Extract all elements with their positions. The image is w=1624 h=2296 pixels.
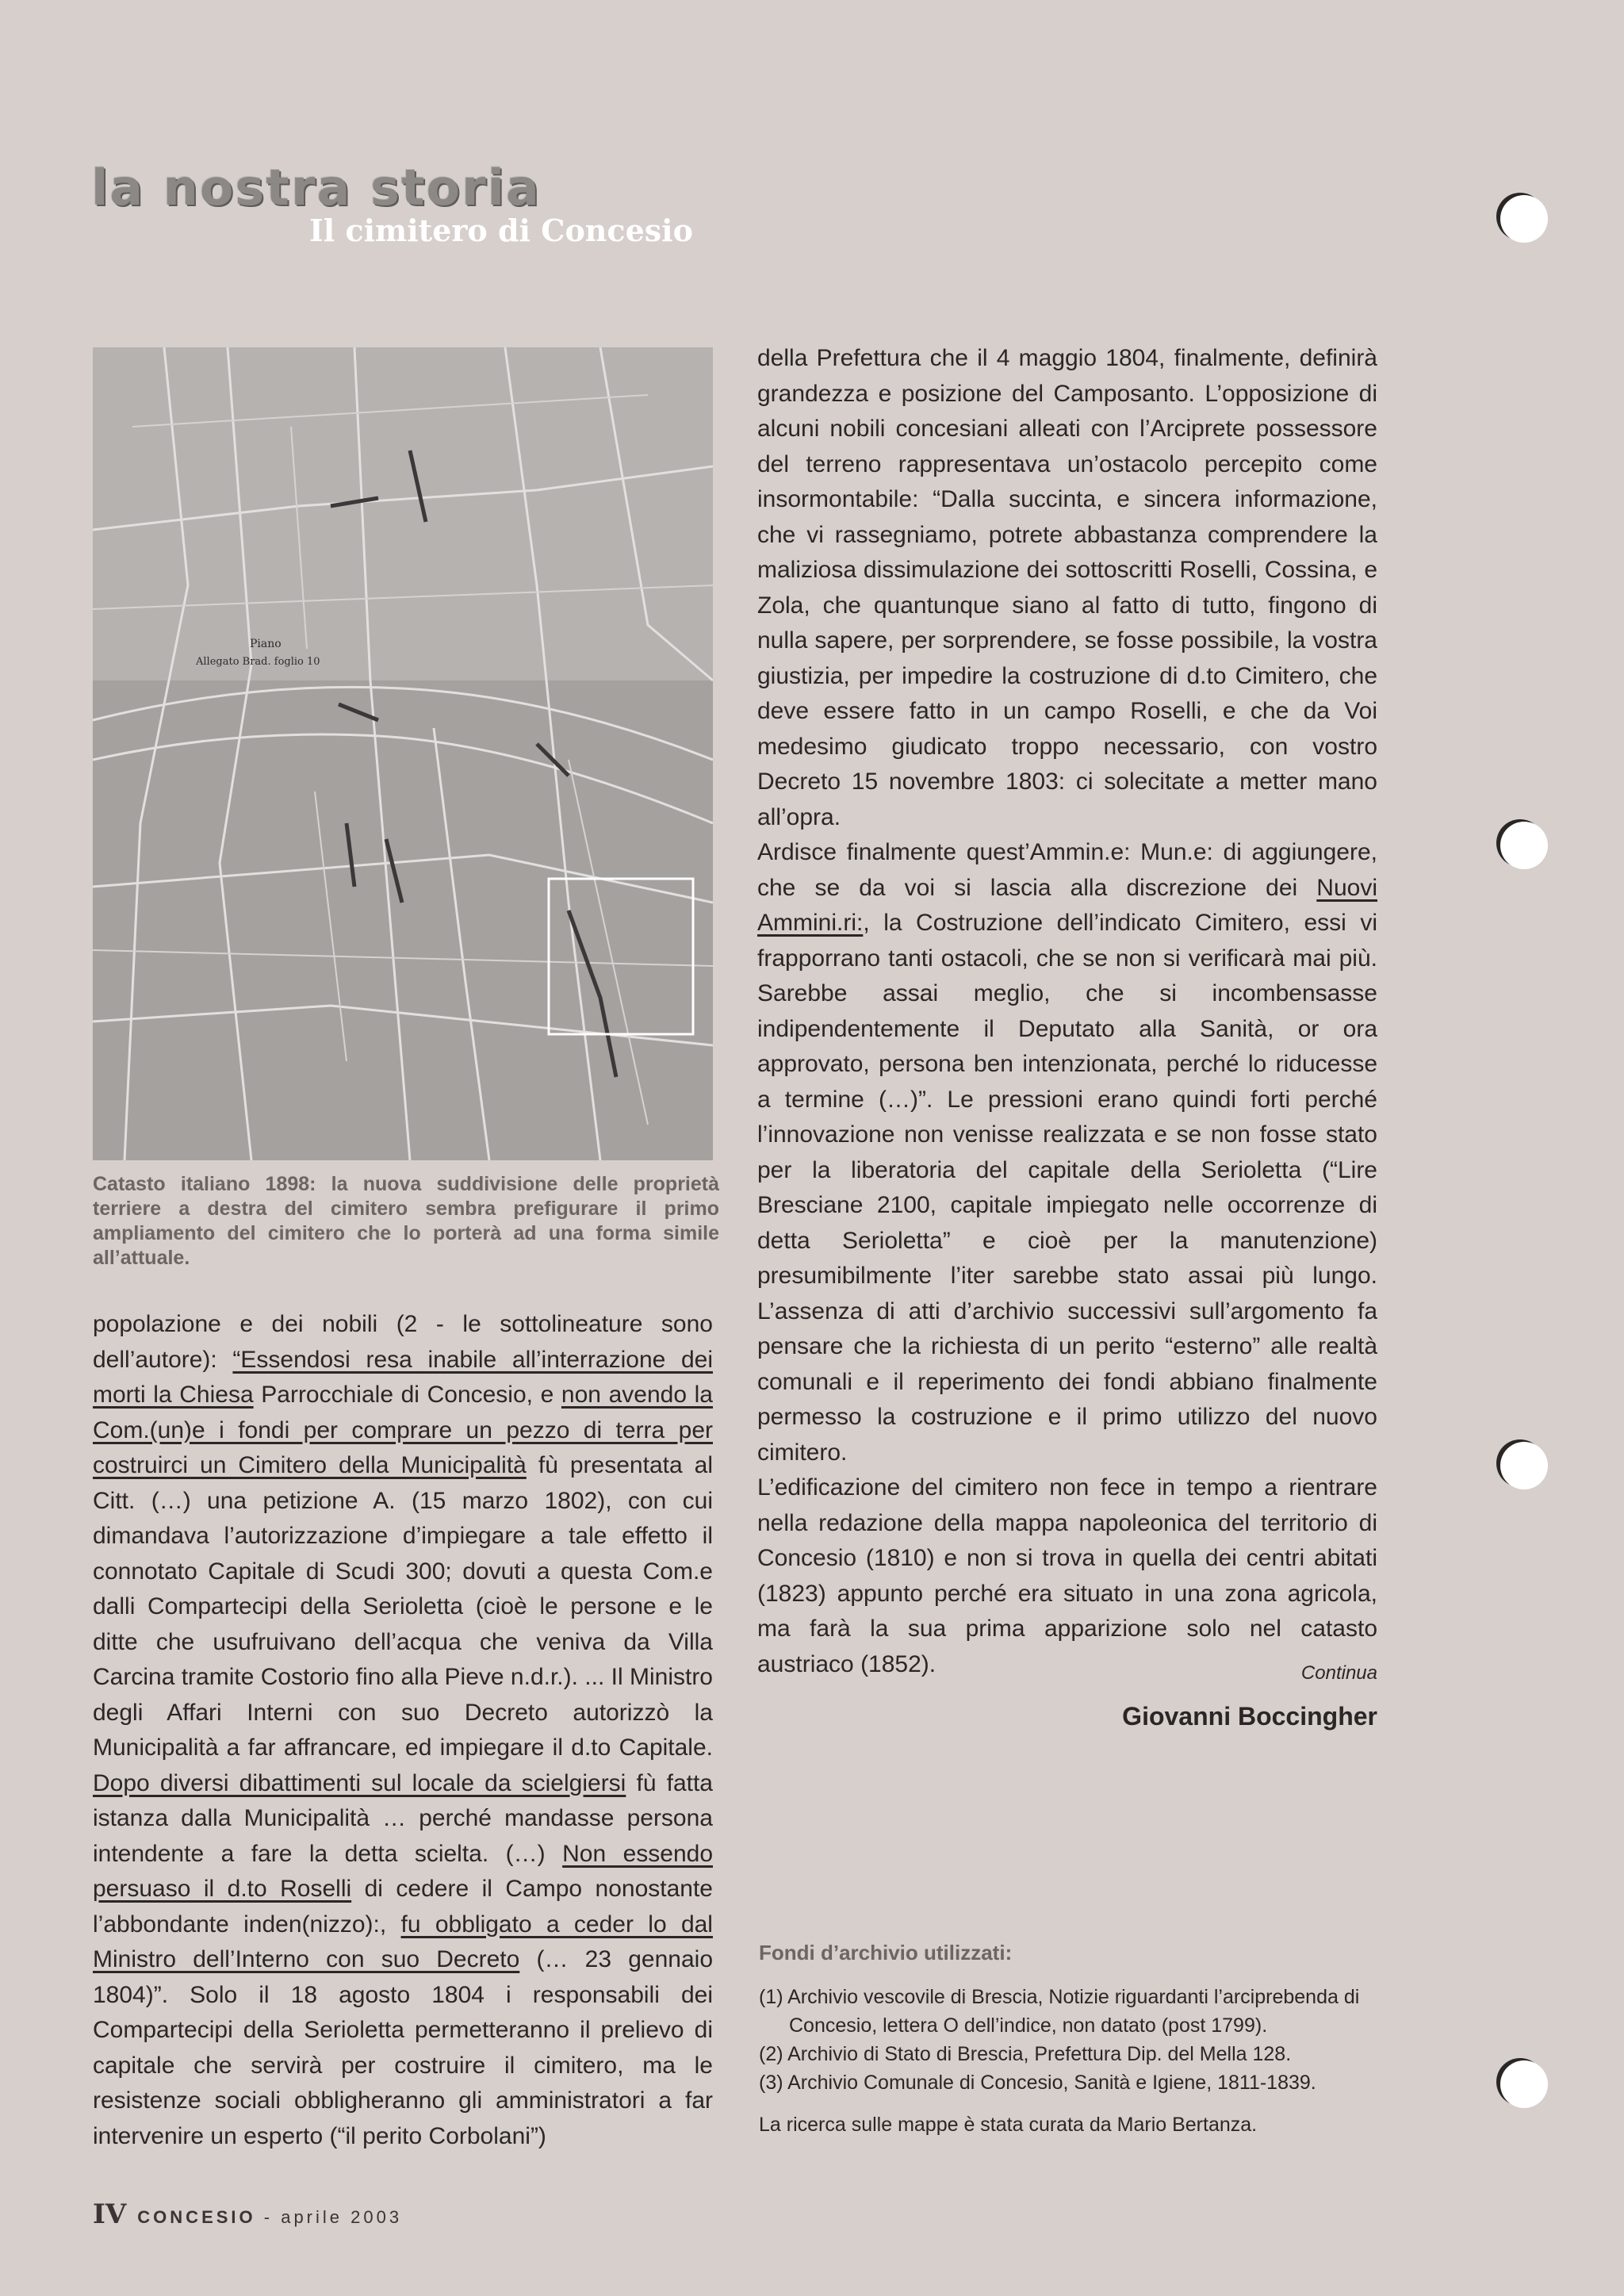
text-run: popolazione e dei nobili (2 - le sottolineature sono dell’autore): — [93, 1311, 713, 1373]
sources-list — [759, 1983, 1385, 2097]
source-item: (3) Archivio Comunale di Concesio, Sanità e Igiene, 1811-1839. — [759, 2072, 1316, 2094]
underlined-text: Nuovi Ammini.ri: — [757, 874, 1377, 936]
article-title: Il cimitero di Concesio — [309, 213, 693, 248]
right-paragraph-1: della Prefettura che il 4 maggio 1804, finalmente, definirà grandezza e posizione del Camposanto. L’opposizione di alcuni nobili concesiani alleati con l’Arciprete possessore del terreno rappresentava un’ostacolo percepito come insormontabile: “Dalla succinta, e sincera informazione, che vi rassegniamo, potrete abbastanza comprendere la maliziosa dissimulazione dei sottoscritti Roselli, Cossina, e Zola, che quantunque siano al fatto di tutto, fingono di nulla sapere, per sorprendere, se fosse possibile, la vostra giustizia, per impedire la costruzione di d.to Cimitero, che deve essere fatto in un campo Roselli, e che da Voi medesimo giudicato troppo necessario, con vostro Decreto 15 novembre 1803: ci solecitate a metter mano all’opra. — [757, 345, 1377, 830]
underlined-text: fu obbligato a ceder lo dal Ministro dell’Interno con suo Decreto — [93, 1911, 713, 1972]
underlined-text: Non essendo persuaso il d.to Roselli — [93, 1840, 714, 1902]
text-run: fù presentata al Citt. (…) una petizione A. (15 marzo 1802), con cui dimandava l’autorizzazione d’impiegare a tale effetto il connotato Capitale di Scudi 300; dovuti a questa Com.e dalli Compartecipi della Serioletta (cioè le persone e le ditte che usufruivano dell’acqua che veniva da Villa Carcina tramite Costorio fino alla Pieve n.d.r.). ... Il Ministro degli Affari Interni con suo Decreto autorizzò la Municipalità a far affrancare, ed impiegare il d.to Capitale. — [93, 1452, 713, 1761]
cadastral-map-image — [93, 347, 713, 1160]
research-credit: La ricerca sulle mappe è stata curata da Mario Bertanza. — [759, 2114, 1258, 2136]
source-item: (2) Archivio di Stato di Brescia, Prefettura Dip. del Mella 128. — [759, 2043, 1292, 2065]
source-item: (1) Archivio vescovile di Brescia, Notizie riguardanti l’arciprebenda di Concesio, lettera O dell’indice, non datato (post 1799). — [759, 1986, 1360, 2037]
binder-hole-3 — [1500, 1442, 1548, 1489]
page-number: IV — [93, 2198, 127, 2230]
right-paragraph-2 — [757, 835, 1377, 1470]
map-caption: Catasto italiano 1898: la nuova suddivisione delle proprietà terriere a destra del cimitero sembra prefigurare il primo ampliamento del cimitero che lo porterà ad una forma simile all’attuale. — [93, 1173, 719, 1269]
map-label-line2: Allegato Brad. foglio 10 — [196, 656, 320, 668]
binder-hole-2 — [1500, 822, 1548, 869]
section-title: la nostra storia — [91, 159, 541, 217]
map-label-line1: Piano — [250, 638, 282, 650]
author-name: Giovanni Boccingher — [1122, 1702, 1377, 1731]
right-paragraph-3: L’edificazione del cimitero non fece in tempo a rientrare nella redazione della mappa napoleonica del territorio di Concesio (1810) e non si trova in quella dei centri abitati (1823) appunto perché era situato in una zona agricola, ma farà la sua prima apparizione solo nel catasto austriaco (1852). — [757, 1474, 1377, 1677]
text-run: (… 23 gennaio 1804)”. Solo il 18 agosto 1804 i responsabili dei Compartecipi della Serioletta permetteranno il prelievo di capitale che servirà per costruire il cimitero, ma le resistenze sociali obbligheranno gli amministratori a far intervenire un esperto (“il perito Corbolani”) — [93, 1946, 714, 2149]
text-run: Parrocchiale di Concesio, e — [253, 1382, 561, 1408]
continued-label: Continua — [1300, 1662, 1377, 1684]
text-run: Ardisce finalmente quest’Ammin.e: Mun.e: di aggiungere, che se da voi si lascia alla discrezione dei — [757, 839, 1377, 901]
text-run: di cedere il Campo nonostante l’abbondante inden(nizzo):, — [93, 1876, 713, 1938]
magazine-name: CONCESIO — [137, 2207, 256, 2227]
underlined-text: Dopo diversi dibattimenti sul locale da scielgiersi — [93, 1769, 626, 1796]
right-column — [757, 341, 1377, 1682]
binder-hole-1 — [1500, 195, 1548, 243]
text-run: , la Costruzione dell’indicato Cimitero, essi vi frapporrano tanti ostacoli, che se non si verificarà mai più. Sarebbe assai meglio, che si incombensasse indipendentemente il Deputato alla Sanità, or ora approvato, persona ben intenzionata, perché lo riducesse a termine (…)”. Le pressioni erano quindi forti perché l’innovazione non venisse realizzata e se non fosse stato per la liberatoria del capitale della Serioletta (“Lire Bresciane 2100, capitale impiegato nelle occorrenze di detta Serioletta” e cioè per la manutenzione) presumibilmente l’iter sarebbe stato assai più lungo. L’assenza di atti d’archivio successivi sull’argomento fa pensare che la richiesta di un perito “esterno” alle realtà comunali e il reperimento dei fondi abbiano finalmente permesso la costruzione e il primo utilizzo del nuovo cimitero. — [757, 910, 1377, 1466]
left-column — [93, 1307, 713, 2154]
page-footer — [93, 2198, 402, 2230]
text-run: fù fatta istanza dalla Municipalità … perché mandasse persona intendente a fare la detta scielta. (…) — [93, 1769, 713, 1867]
sources-heading: Fondi d’archivio utilizzati: — [759, 1941, 1013, 1964]
left-column-text — [93, 1307, 713, 2154]
underlined-text: “Essendosi resa inabile all’interrazione dei morti la Chiesa — [93, 1346, 713, 1408]
underlined-text: non avendo la Com.(un)e i fondi per comprare un pezzo di terra per costruirci un Cimitero della Municipalità — [93, 1382, 713, 1478]
issue-date: - aprile 2003 — [255, 2207, 403, 2227]
binder-hole-4 — [1500, 2060, 1548, 2108]
